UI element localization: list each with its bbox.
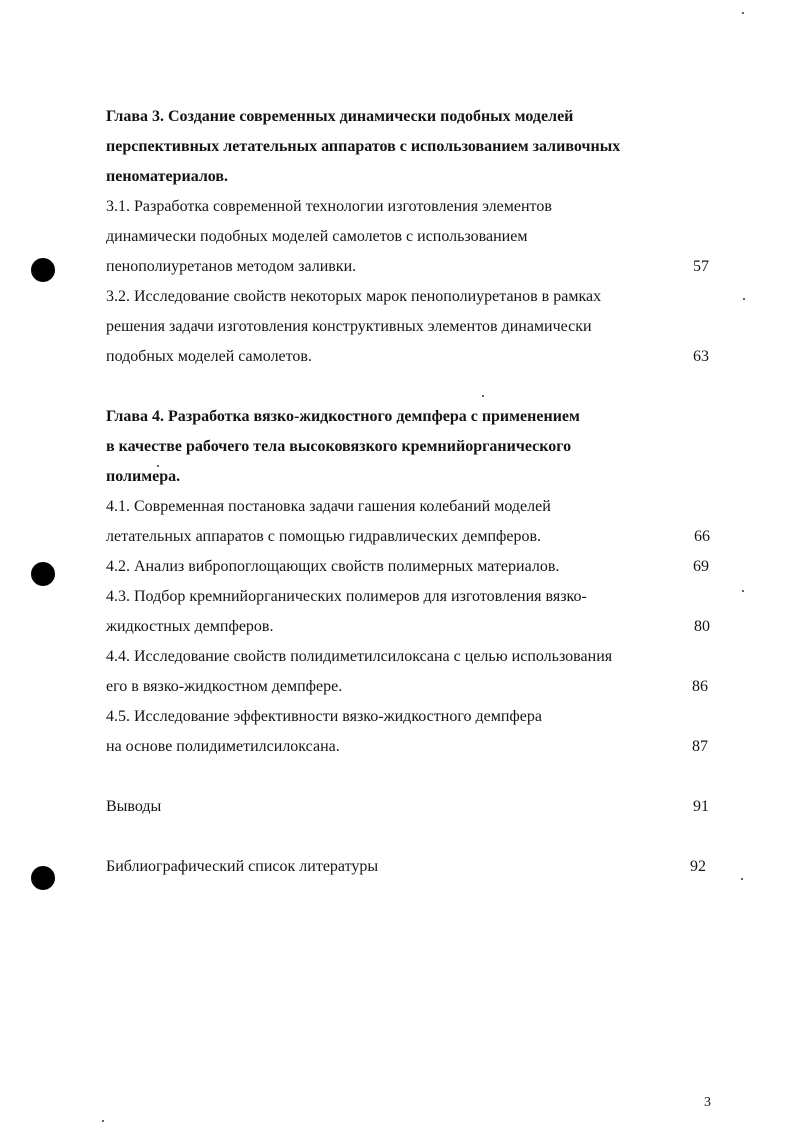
chapter3-title-line-3: пеноматериалов. <box>106 168 229 185</box>
section-3-1-line-1: 3.1. Разработка современной технологии изготовления элементов <box>106 198 552 215</box>
section-3-2-line-1: 3.2. Исследование свойств некоторых марок пенополиуретанов в рамках <box>106 288 602 305</box>
punch-hole-middle <box>31 562 55 586</box>
conclusions-label: Выводы <box>106 798 162 815</box>
scan-speck <box>742 590 744 592</box>
scan-speck <box>741 878 743 880</box>
chapter3-title-line-1: Глава 3. Создание современных динамически подобных моделей <box>106 108 574 125</box>
section-3-1-page: 57 <box>693 258 709 275</box>
section-3-1-line-2: динамически подобных моделей самолетов с использованием <box>106 228 528 245</box>
section-4-1-line-1: 4.1. Современная постановка задачи гашения колебаний моделей <box>106 498 551 515</box>
scan-speck <box>743 298 745 300</box>
section-4-2-page: 69 <box>693 558 709 575</box>
section-3-2-line-3: подобных моделей самолетов. <box>106 348 312 365</box>
section-4-3-line-1: 4.3. Подбор кремнийорганических полимеров для изготовления вязко- <box>106 588 587 605</box>
punch-hole-top <box>31 258 55 282</box>
page-number: 3 <box>704 1095 711 1110</box>
section-4-5-page: 87 <box>692 738 708 755</box>
chapter3-title-line-2: перспективных летательных аппаратов с использованием заливочных <box>106 138 621 155</box>
punch-hole-bottom <box>31 866 55 890</box>
scan-speck <box>742 12 744 14</box>
section-4-4-page: 86 <box>692 678 708 695</box>
section-4-5-line-2: на основе полидиметилсилоксана. <box>106 738 340 755</box>
section-3-2-line-2: решения задачи изготовления конструктивных элементов динамически <box>106 318 592 335</box>
bibliography-label: Библиографический список литературы <box>106 858 379 875</box>
section-4-2-line-1: 4.2. Анализ вибропоглощающих свойств полимерных материалов. <box>106 558 560 575</box>
section-4-4-line-1: 4.4. Исследование свойств полидиметилсилоксана с целью использования <box>106 648 613 665</box>
scan-speck <box>482 395 484 397</box>
section-4-1-page: 66 <box>694 528 710 545</box>
section-4-5-line-1: 4.5. Исследование эффективности вязко-жидкостного демпфера <box>106 708 542 725</box>
section-3-2-page: 63 <box>693 348 709 365</box>
chapter4-title-line-3: полимера. <box>106 468 181 485</box>
section-4-1-line-2: летательных аппаратов с помощью гидравлических демпферов. <box>106 528 542 545</box>
chapter4-title-line-1: Глава 4. Разработка вязко-жидкостного демпфера с применением <box>106 408 580 425</box>
section-4-3-page: 80 <box>694 618 710 635</box>
conclusions-page: 91 <box>693 798 709 815</box>
scan-speck <box>102 1120 104 1122</box>
bibliography-page: 92 <box>690 858 706 875</box>
chapter4-title-line-2: в качестве рабочего тела высоковязкого кремнийорганического <box>106 438 572 455</box>
section-4-4-line-2: его в вязко-жидкостном демпфере. <box>106 678 343 695</box>
section-3-1-line-3: пенополиуретанов методом заливки. <box>106 258 357 275</box>
section-4-3-line-2: жидкостных демпферов. <box>106 618 274 635</box>
